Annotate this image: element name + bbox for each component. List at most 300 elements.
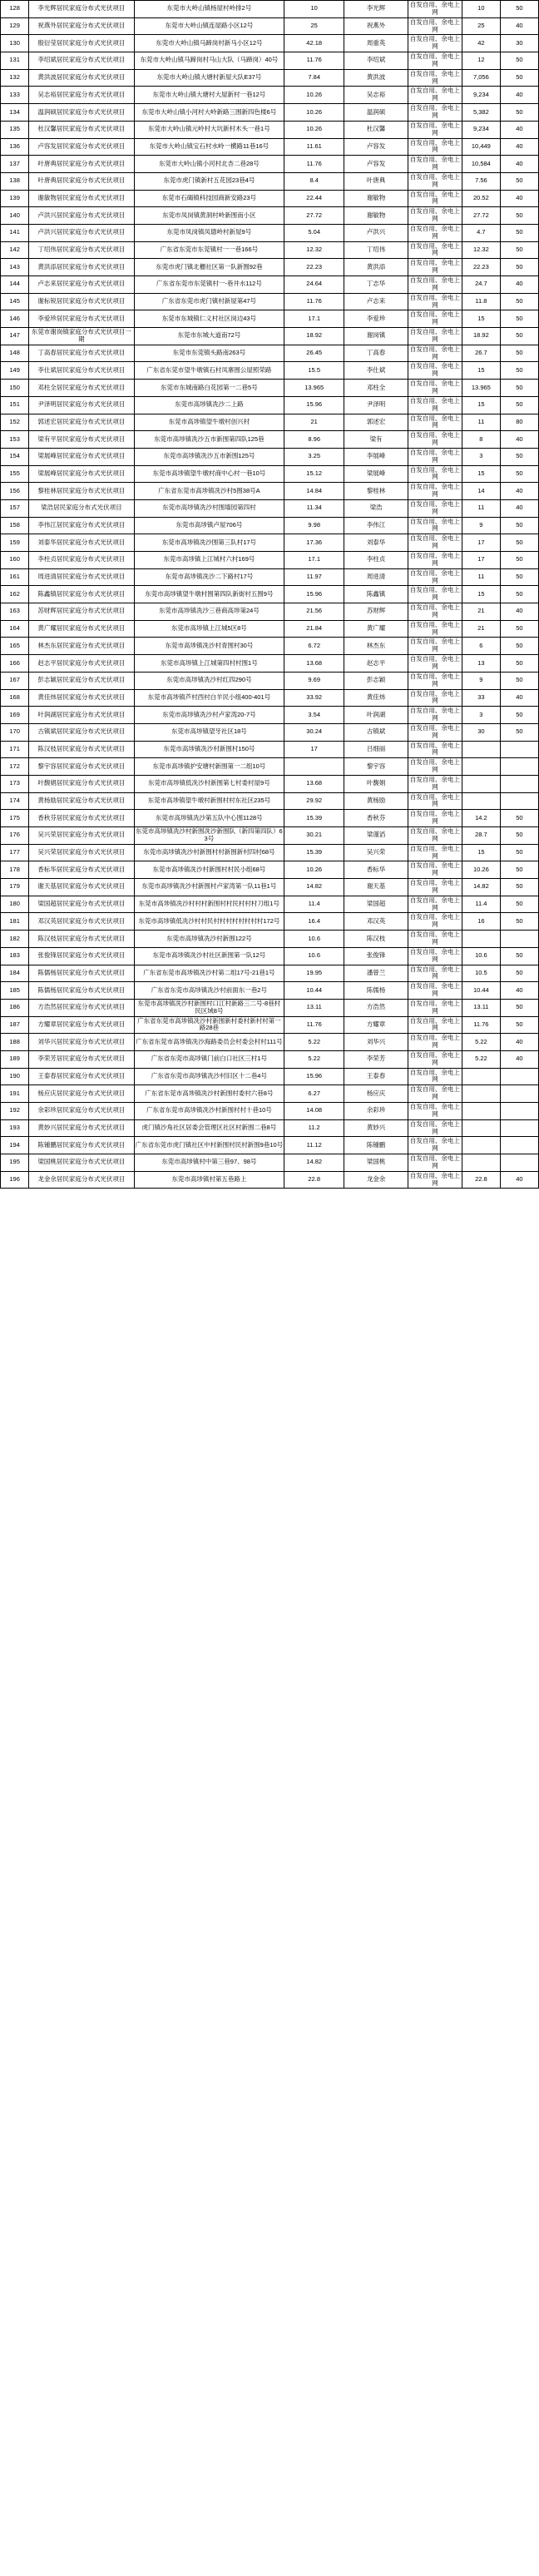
cell-col3: 22.44 — [284, 190, 344, 207]
cell-col7: 50 — [500, 965, 538, 982]
cell-col7 — [500, 1068, 538, 1085]
cell-col2: 广东省东莞市高埗镇冼沙村新围村村十巷10号 — [134, 1103, 284, 1120]
cell-col3: 10 — [284, 1, 344, 18]
cell-col5: 自发自用、余电上网 — [408, 586, 462, 603]
cell-col5: 自发自用、余电上网 — [408, 483, 462, 500]
cell-col5: 自发自用、余电上网 — [408, 741, 462, 758]
cell-col7: 50 — [500, 552, 538, 569]
cell-col0: 156 — [1, 483, 29, 500]
cell-col1: 卢洪兴居民家庭分布式光伏项目 — [29, 224, 134, 241]
table-row — [1, 17, 539, 35]
cell-col6: 42 — [462, 35, 500, 52]
cell-col3: 13.11 — [284, 999, 344, 1016]
cell-col4: 李仕斌 — [344, 362, 408, 380]
cell-col3: 30.21 — [284, 827, 344, 845]
cell-col3: 24.64 — [284, 276, 344, 294]
cell-col7: 50 — [500, 448, 538, 465]
cell-col5: 自发自用、余电上网 — [408, 844, 462, 861]
table-row — [1, 207, 539, 225]
cell-col5: 自发自用、余电上网 — [408, 1085, 462, 1103]
cell-col1: 东莞市谢岗镇家庭分布式光伏项目一期 — [29, 328, 134, 345]
cell-col6: 28.7 — [462, 827, 500, 845]
cell-col3: 27.72 — [284, 207, 344, 225]
cell-col0: 169 — [1, 707, 29, 724]
cell-col6: 20.52 — [462, 190, 500, 207]
cell-col3: 11.34 — [284, 499, 344, 517]
cell-col0: 194 — [1, 1137, 29, 1154]
cell-col7: 40 — [500, 499, 538, 517]
table-row — [1, 638, 539, 655]
cell-col4: 黄妙兴 — [344, 1119, 408, 1137]
cell-col5: 自发自用、余电上网 — [408, 104, 462, 122]
cell-col1: 卢志来居民家庭分布式光伏项目 — [29, 276, 134, 294]
cell-col4: 陈汉枝 — [344, 931, 408, 948]
cell-col3: 11.76 — [284, 52, 344, 70]
cell-col5: 自发自用、余电上网 — [408, 172, 462, 190]
cell-col7: 50 — [500, 1, 538, 18]
cell-col0: 161 — [1, 568, 29, 586]
cell-col0: 183 — [1, 947, 29, 965]
cell-col0: 143 — [1, 259, 29, 276]
cell-col1: 陈儒杨居民家庭分布式光伏项目 — [29, 965, 134, 982]
cell-col2: 东莞市高埗镇村第五巷路上 — [134, 1171, 284, 1189]
cell-col7: 50 — [500, 172, 538, 190]
cell-col5: 自发自用、余电上网 — [408, 1016, 462, 1034]
cell-col4: 吕细丽 — [344, 741, 408, 758]
cell-col2: 广东省东莞市高埗镇冼沙村旧区十二巷4号 — [134, 1068, 284, 1085]
cell-col5: 自发自用、余电上网 — [408, 35, 462, 52]
cell-col4: 温润硕 — [344, 104, 408, 122]
cell-col4: 陈锺鹏 — [344, 1137, 408, 1154]
cell-col1: 黎宇容居民家庭分布式光伏项目 — [29, 758, 134, 776]
cell-col6 — [462, 741, 500, 758]
cell-col6: 11 — [462, 414, 500, 431]
table-row — [1, 276, 539, 294]
cell-col7: 50 — [500, 827, 538, 845]
table-row — [1, 947, 539, 965]
cell-col5: 自发自用、余电上网 — [408, 1, 462, 18]
cell-col5: 自发自用、余电上网 — [408, 138, 462, 156]
cell-col4: 周进清 — [344, 568, 408, 586]
cell-col3: 42.18 — [284, 35, 344, 52]
cell-col4: 叶唐典 — [344, 172, 408, 190]
cell-col5: 自发自用、余电上网 — [408, 224, 462, 241]
cell-col1: 杨应庆居民家庭分布式光伏项目 — [29, 1085, 134, 1103]
cell-col2: 虎门镇沙角社区居委会管理区社区村新围二巷8号 — [134, 1119, 284, 1137]
cell-col1: 祝燕外居民家庭分布式光伏项目 — [29, 17, 134, 35]
cell-col6: 10.5 — [462, 965, 500, 982]
cell-col2: 东莞市高埗镇望牛墩村围第四队新街村五围9号 — [134, 586, 284, 603]
cell-col0: 171 — [1, 741, 29, 758]
cell-col0: 166 — [1, 655, 29, 673]
cell-col0: 168 — [1, 689, 29, 707]
cell-col0: 181 — [1, 913, 29, 931]
cell-col2: 东莞市高埗镇冼沙围第三队村17号 — [134, 534, 284, 552]
cell-col7 — [500, 792, 538, 810]
cell-col0: 153 — [1, 431, 29, 449]
cell-col1: 杜汉馨居民家庭分布式光伏项目 — [29, 121, 134, 138]
cell-col1: 黄妙兴居民家庭分布式光伏项目 — [29, 1119, 134, 1137]
cell-col5: 自发自用、余电上网 — [408, 414, 462, 431]
cell-col1: 卢容发居民家庭分布式光伏项目 — [29, 138, 134, 156]
cell-col1: 赵志平居民家庭分布式光伏项目 — [29, 655, 134, 673]
cell-col7: 50 — [500, 1016, 538, 1034]
cell-col1: 李爱珍居民家庭分布式光伏项目 — [29, 310, 134, 328]
table-row — [1, 1085, 539, 1103]
cell-col2: 东莞市东城镇仁义村社区岗边43号 — [134, 310, 284, 328]
cell-col6: 12 — [462, 52, 500, 70]
cell-col1: 黄洪波居民家庭分布式光伏项目 — [29, 69, 134, 87]
cell-col2: 东莞市高埗镇上江城村六村169号 — [134, 552, 284, 569]
cell-col4: 李伟江 — [344, 517, 408, 534]
cell-col5: 自发自用、余电上网 — [408, 1137, 462, 1154]
cell-col6: 4.7 — [462, 224, 500, 241]
table-row — [1, 896, 539, 913]
cell-col0: 187 — [1, 1016, 29, 1034]
cell-col0: 159 — [1, 534, 29, 552]
cell-col1: 温润硕居民家庭分布式光伏项目 — [29, 104, 134, 122]
cell-col6: 10 — [462, 1, 500, 18]
cell-col3: 13.965 — [284, 380, 344, 397]
cell-col7: 50 — [500, 861, 538, 879]
cell-col1: 香秋芬居民家庭分布式光伏项目 — [29, 810, 134, 827]
cell-col3: 10.26 — [284, 121, 344, 138]
cell-col5: 自发自用、余电上网 — [408, 655, 462, 673]
cell-col2: 广东省东莞市东莞镇村一一巷166号 — [134, 241, 284, 259]
cell-col0: 179 — [1, 879, 29, 896]
table-row — [1, 792, 539, 810]
cell-col4: 丁绍伟 — [344, 241, 408, 259]
cell-col2: 东莞市高埗镇冼沙二下路村17号 — [134, 568, 284, 586]
cell-col7: 40 — [500, 431, 538, 449]
cell-col5: 自发自用、余电上网 — [408, 689, 462, 707]
cell-col2: 东莞市凤岗镇黄洞村岭新围南小区 — [134, 207, 284, 225]
cell-col3: 14.84 — [284, 483, 344, 500]
cell-col3: 9.69 — [284, 672, 344, 689]
cell-col6 — [462, 758, 500, 776]
cell-col5: 自发自用、余电上网 — [408, 913, 462, 931]
cell-col7: 50 — [500, 69, 538, 87]
cell-col7: 50 — [500, 723, 538, 741]
cell-col6 — [462, 775, 500, 792]
cell-col3: 3.25 — [284, 448, 344, 465]
cell-col1: 陈锺鹏居民家庭分布式光伏项目 — [29, 1137, 134, 1154]
cell-col1: 梁展峰居民家庭分布式光伏项目 — [29, 465, 134, 483]
table-row — [1, 810, 539, 827]
cell-col2: 东莞市高埗镇上江城5区8号 — [134, 620, 284, 638]
table-row — [1, 87, 539, 104]
cell-col0: 190 — [1, 1068, 29, 1085]
cell-col2: 东莞市高埗镇卢屋706号 — [134, 517, 284, 534]
cell-col0: 192 — [1, 1103, 29, 1120]
cell-col4: 黄杨励 — [344, 792, 408, 810]
cell-col2: 东莞市高埗镇冼沙村新围冼沙新围队（新四第四队）63号 — [134, 827, 284, 845]
cell-col6: 6 — [462, 638, 500, 655]
cell-col4: 梁国桃 — [344, 1154, 408, 1172]
cell-col3: 5.22 — [284, 1034, 344, 1051]
cell-col2: 东莞市高埗镇望牛墩村商中心村一巷10号 — [134, 465, 284, 483]
cell-col4: 谢敏物 — [344, 190, 408, 207]
cell-col6: 22.23 — [462, 259, 500, 276]
cell-col3: 10.6 — [284, 947, 344, 965]
cell-col3: 10.26 — [284, 104, 344, 122]
cell-col6 — [462, 1068, 500, 1085]
cell-col7: 50 — [500, 844, 538, 861]
cell-col6: 14.82 — [462, 879, 500, 896]
cell-col0: 160 — [1, 552, 29, 569]
cell-col3: 11.76 — [284, 1016, 344, 1034]
cell-col1: 梁浩居民家庭分布式光伏项目 — [29, 499, 134, 517]
cell-col1: 陈鑫镇居民家庭分布式光伏项目 — [29, 586, 134, 603]
cell-col5: 自发自用、余电上网 — [408, 310, 462, 328]
table-row — [1, 723, 539, 741]
cell-col0: 131 — [1, 52, 29, 70]
cell-col7: 40 — [500, 603, 538, 621]
cell-col6: 14 — [462, 483, 500, 500]
cell-col3: 15.39 — [284, 844, 344, 861]
table-row — [1, 396, 539, 414]
cell-col7: 40 — [500, 276, 538, 294]
cell-col5: 自发自用、余电上网 — [408, 465, 462, 483]
cell-col0: 133 — [1, 87, 29, 104]
cell-col3: 11.97 — [284, 568, 344, 586]
cell-col3: 15.96 — [284, 586, 344, 603]
cell-col7: 30 — [500, 35, 538, 52]
cell-col5: 自发自用、余电上网 — [408, 52, 462, 70]
table-row — [1, 414, 539, 431]
cell-col2: 东莞市高埗镇低冼沙村村民村村村村村村村村172号 — [134, 913, 284, 931]
table-row — [1, 1050, 539, 1068]
cell-col0: 164 — [1, 620, 29, 638]
cell-col7: 50 — [500, 568, 538, 586]
cell-col7 — [500, 741, 538, 758]
cell-col5: 自发自用、余电上网 — [408, 448, 462, 465]
cell-col0: 195 — [1, 1154, 29, 1172]
cell-col3: 11.4 — [284, 896, 344, 913]
cell-col5: 自发自用、余电上网 — [408, 534, 462, 552]
cell-col3: 33.92 — [284, 689, 344, 707]
cell-col3: 14.82 — [284, 879, 344, 896]
cell-col4: 刘华兴 — [344, 1034, 408, 1051]
cell-col0: 186 — [1, 999, 29, 1016]
cell-col0: 152 — [1, 414, 29, 431]
cell-col0: 146 — [1, 310, 29, 328]
cell-col4: 潘曾兰 — [344, 965, 408, 982]
cell-col4: 黎宇容 — [344, 758, 408, 776]
cell-col2: 东莞市高埗镇冼沙村新围村150号 — [134, 741, 284, 758]
cell-col6: 3 — [462, 707, 500, 724]
cell-col0: 196 — [1, 1171, 29, 1189]
cell-col7: 50 — [500, 810, 538, 827]
cell-col3: 21.56 — [284, 603, 344, 621]
table-row — [1, 1154, 539, 1172]
cell-col7: 50 — [500, 224, 538, 241]
table-row — [1, 827, 539, 845]
cell-col2: 广东省东莞市高埗镇门前白口社区三村1号 — [134, 1050, 284, 1068]
cell-col4: 黎桂林 — [344, 483, 408, 500]
cell-col7: 50 — [500, 999, 538, 1016]
table-row — [1, 1034, 539, 1051]
table-row — [1, 758, 539, 776]
cell-col1: 吴兴荣居民家庭分布式光伏项目 — [29, 827, 134, 845]
cell-col0: 135 — [1, 121, 29, 138]
cell-col2: 东莞市高埗镇冼沙村新围村口江村新路三二号-8巷村民区域8号 — [134, 999, 284, 1016]
table-row — [1, 121, 539, 138]
cell-col5: 自发自用、余电上网 — [408, 568, 462, 586]
cell-col7: 50 — [500, 534, 538, 552]
cell-col3: 11.12 — [284, 1137, 344, 1154]
cell-col2: 东莞市高埗镇冼沙村新围村村民小组68号 — [134, 861, 284, 879]
cell-col3: 6.27 — [284, 1085, 344, 1103]
cell-col5: 自发自用、余电上网 — [408, 69, 462, 87]
cell-col4: 黄洪波 — [344, 69, 408, 87]
table-row — [1, 156, 539, 173]
cell-col1: 彭志颖居民家庭分布式光伏项目 — [29, 672, 134, 689]
cell-col4: 吴志裕 — [344, 87, 408, 104]
cell-col3: 9.98 — [284, 517, 344, 534]
cell-col6: 11.4 — [462, 896, 500, 913]
cell-col1: 谢天基居民家庭分布式光伏项目 — [29, 879, 134, 896]
cell-col5: 自发自用、余电上网 — [408, 827, 462, 845]
cell-col0: 174 — [1, 792, 29, 810]
cell-col0: 136 — [1, 138, 29, 156]
cell-col7: 50 — [500, 345, 538, 362]
cell-col1: 李荣芳居民家庭分布式光伏项目 — [29, 1050, 134, 1068]
cell-col2: 东莞市大岭山镇宝石村水岭一横路11巷16号 — [134, 138, 284, 156]
cell-col5: 自发自用、余电上网 — [408, 552, 462, 569]
cell-col1: 林杰东居民家庭分布式光伏项目 — [29, 638, 134, 655]
cell-col0: 154 — [1, 448, 29, 465]
cell-col0: 188 — [1, 1034, 29, 1051]
cell-col3: 17.1 — [284, 310, 344, 328]
table-row — [1, 35, 539, 52]
cell-col2: 广东省东莞市高埗镇冼沙海路委员会村委会村村111号 — [134, 1034, 284, 1051]
cell-col2: 东莞市高埗镇冼沙五市新围第四队125巷 — [134, 431, 284, 449]
cell-col5: 自发自用、余电上网 — [408, 1171, 462, 1189]
cell-col5: 自发自用、余电上网 — [408, 345, 462, 362]
table-row — [1, 172, 539, 190]
cell-col5: 自发自用、余电上网 — [408, 431, 462, 449]
table-row — [1, 931, 539, 948]
cell-col2: 东莞市高埗镇望牛墩村新围村村东社区235号 — [134, 792, 284, 810]
cell-col3: 11.2 — [284, 1119, 344, 1137]
cell-col7: 50 — [500, 672, 538, 689]
table-body — [1, 1, 539, 1189]
cell-col2: 东莞市高埗镇冼沙村社区新围第一队12号 — [134, 947, 284, 965]
cell-col7 — [500, 1085, 538, 1103]
cell-col4: 林杰东 — [344, 638, 408, 655]
cell-col0: 185 — [1, 982, 29, 1000]
cell-col0: 176 — [1, 827, 29, 845]
table-row — [1, 534, 539, 552]
cell-col2: 东莞市高埗镇护安塘村新围第一二组10号 — [134, 758, 284, 776]
cell-col4: 龙金余 — [344, 1171, 408, 1189]
cell-col6: 17 — [462, 534, 500, 552]
cell-col3: 7.84 — [284, 69, 344, 87]
cell-col5: 自发自用、余电上网 — [408, 1154, 462, 1172]
cell-col5: 自发自用、余电上网 — [408, 775, 462, 792]
table-row — [1, 328, 539, 345]
cell-col7: 40 — [500, 1171, 538, 1189]
cell-col6: 27.72 — [462, 207, 500, 225]
cell-col6 — [462, 1085, 500, 1103]
cell-col6: 15 — [462, 586, 500, 603]
cell-col1: 丁高春居民家庭分布式光伏项目 — [29, 345, 134, 362]
cell-col2: 东莞市东城南路白花园第一二巷5号 — [134, 380, 284, 397]
cell-col6: 15 — [462, 310, 500, 328]
cell-col5: 自发自用、余电上网 — [408, 156, 462, 173]
table-row — [1, 1137, 539, 1154]
cell-col6: 24.7 — [462, 276, 500, 294]
cell-col5: 自发自用、余电上网 — [408, 707, 462, 724]
cell-col2: 东莞市高埗镇冼沙村围墙园第四村 — [134, 499, 284, 517]
cell-col5: 自发自用、余电上网 — [408, 1050, 462, 1068]
cell-col1: 吴兴荣居民家庭分布式光伏项目 — [29, 844, 134, 861]
cell-col4: 香秋芬 — [344, 810, 408, 827]
cell-col1: 黄佳炜居民家庭分布式光伏项目 — [29, 689, 134, 707]
cell-col3: 13.68 — [284, 775, 344, 792]
cell-col0: 173 — [1, 775, 29, 792]
cell-col4: 李光辉 — [344, 1, 408, 18]
cell-col4: 黄广耀 — [344, 620, 408, 638]
cell-col4: 陈儒杨 — [344, 982, 408, 1000]
cell-col7: 40 — [500, 156, 538, 173]
cell-col1: 黎桂林居民家庭分布式光伏项目 — [29, 483, 134, 500]
cell-col1: 邓柱全居民家庭分布式光伏项目 — [29, 380, 134, 397]
cell-col7: 50 — [500, 207, 538, 225]
cell-col3: 15.12 — [284, 465, 344, 483]
cell-col3: 17.1 — [284, 552, 344, 569]
table-row — [1, 259, 539, 276]
table-row — [1, 1119, 539, 1137]
cell-col5: 自发自用、余电上网 — [408, 1034, 462, 1051]
cell-col1: 丁绍伟居民家庭分布式光伏项目 — [29, 241, 134, 259]
cell-col4: 梁展峰 — [344, 465, 408, 483]
cell-col1: 梁国超居民家庭分布式光伏项目 — [29, 896, 134, 913]
cell-col3: 10.44 — [284, 982, 344, 1000]
cell-col1: 余彩珍居民家庭分布式光伏项目 — [29, 1103, 134, 1120]
cell-col5: 自发自用、余电上网 — [408, 620, 462, 638]
cell-col4: 杨应庆 — [344, 1085, 408, 1103]
cell-col1: 方浩然居民家庭分布式光伏项目 — [29, 999, 134, 1016]
cell-col4: 梁谨滔 — [344, 827, 408, 845]
cell-col7: 50 — [500, 52, 538, 70]
cell-col3: 19.95 — [284, 965, 344, 982]
cell-col6: 10.44 — [462, 982, 500, 1000]
cell-col4: 彭志颖 — [344, 672, 408, 689]
table-row — [1, 499, 539, 517]
cell-col2: 东莞市大岭山镇元岭村大坑新村木头一巷1号 — [134, 121, 284, 138]
cell-col1: 黄广耀居民家庭分布式光伏项目 — [29, 620, 134, 638]
cell-col3: 14.82 — [284, 1154, 344, 1172]
cell-col0: 177 — [1, 844, 29, 861]
cell-col7: 50 — [500, 913, 538, 931]
cell-col7: 40 — [500, 138, 538, 156]
cell-col5: 自发自用、余电上网 — [408, 499, 462, 517]
cell-col7: 80 — [500, 414, 538, 431]
cell-col2: 东莞市石碣镇科技园商新安路23号 — [134, 190, 284, 207]
cell-col4: 李展峰 — [344, 448, 408, 465]
cell-col0: 167 — [1, 672, 29, 689]
cell-col6: 15 — [462, 844, 500, 861]
cell-col0: 155 — [1, 465, 29, 483]
cell-col0: 165 — [1, 638, 29, 655]
cell-col5: 自发自用、余电上网 — [408, 758, 462, 776]
cell-col3: 11.61 — [284, 138, 344, 156]
cell-col2: 广东省东莞市虎门镇村新屋第47号 — [134, 293, 284, 310]
cell-col6: 11.76 — [462, 1016, 500, 1034]
cell-col7: 50 — [500, 947, 538, 965]
